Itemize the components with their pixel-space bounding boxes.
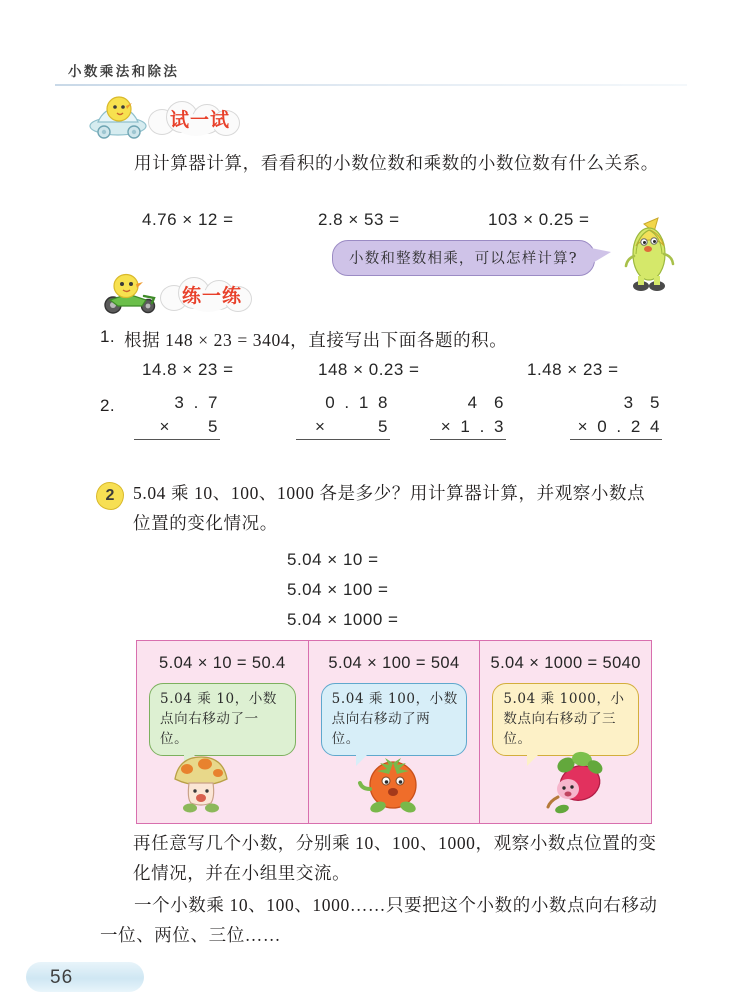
panel-times-1000 — [479, 641, 651, 823]
try-section-banner — [88, 96, 288, 142]
try-instruction: 用计算器计算，看看积的小数位数和乘数的小数位数有什么关系。 — [134, 153, 659, 173]
panel-2-equation: 5.04 × 100 = 504 — [328, 654, 460, 672]
page-number-pill — [26, 962, 144, 992]
practice-banner-cloud — [158, 274, 266, 314]
vertical-problem-3-top: 4 6 — [467, 393, 506, 412]
practice-banner-label: 练一练 — [181, 284, 242, 307]
try-expression-3: 103 × 0.25 = — [488, 210, 590, 229]
panel-1-equation: 5.04 × 10 = 50.4 — [159, 654, 286, 672]
vertical-problem-4 — [570, 393, 662, 440]
vertical-problem-4-bottom: × 0 . 2 4 — [570, 417, 662, 440]
try-expression-2: 2.8 × 53 = — [318, 210, 400, 229]
panel-2-bubble: 5.04 乘 100，小数点向右移动了两位。 — [321, 683, 468, 756]
lesson2-expression-3: 5.04 × 1000 = — [287, 610, 399, 629]
vertical-problem-1 — [134, 393, 220, 440]
practice-item1-expression-1: 14.8 × 23 = — [142, 360, 234, 379]
practice-section-banner — [100, 272, 300, 318]
practice-item1-expression-3: 1.48 × 23 = — [527, 360, 619, 379]
vertical-problem-2 — [296, 393, 390, 440]
practice-item2-number: 2. — [100, 396, 115, 415]
try-expression-1: 4.76 × 12 = — [142, 210, 234, 229]
vertical-problem-1-top: 3 . 7 — [174, 393, 220, 412]
mushroom-character-icon — [165, 745, 237, 817]
practice-item1-expression-2: 148 × 0.23 = — [318, 360, 420, 379]
vertical-problem-2-bottom: × 5 — [296, 417, 390, 440]
radish-character-icon — [538, 745, 610, 817]
panel-3-equation: 5.04 × 1000 = 5040 — [490, 654, 641, 672]
vertical-problem-3 — [430, 393, 506, 440]
lesson2-text: 5.04 乘 10、100、1000 各是多少？用计算器计算，并观察小数点位置的变化情况。 — [133, 483, 646, 533]
corn-character-icon — [624, 216, 680, 300]
vertical-problem-1-bottom: × 5 — [134, 417, 220, 440]
lesson2-paragraph-2: 一个小数乘 10、100、1000……只要把这个小数的小数点向右移动一位、两位、三位…… — [100, 895, 658, 945]
marker-number: 2 — [105, 487, 115, 504]
vertical-problem-4-top: 3 5 — [623, 393, 662, 412]
panel-times-100 — [308, 641, 480, 823]
header-rule — [55, 84, 687, 86]
try-banner-cloud — [146, 98, 254, 138]
lesson2-paragraph-1: 再任意写几个小数，分别乘 10、100、1000，观察小数点位置的变化情况，并在小组里交流。 — [133, 833, 657, 883]
lesson2-expression-2: 5.04 × 100 = — [287, 580, 389, 599]
page-number: 56 — [50, 967, 74, 988]
tomato-character-icon — [357, 745, 429, 817]
vertical-problem-2-top: 0 . 1 8 — [325, 393, 390, 412]
vertical-problem-3-bottom: × 1 . 3 — [430, 417, 506, 440]
practice-item1-text: 根据 148 × 23 = 3404，直接写出下面各题的积。 — [124, 330, 508, 350]
yellow-flower-marker-icon — [96, 482, 124, 510]
try-question-bubble: 小数和整数相乘，可以怎样计算? — [332, 240, 595, 276]
chick-on-motorcycle-icon — [100, 272, 162, 314]
panel-1-bubble: 5.04 乘 10，小数点向右移动了一位。 — [149, 683, 296, 756]
try-banner-label: 试一试 — [169, 108, 230, 131]
running-head: 小数乘法和除法 — [68, 64, 180, 79]
lesson2-illustration-box — [136, 640, 652, 824]
panel-3-bubble: 5.04 乘 1000，小数点向右移动了三位。 — [492, 683, 639, 756]
practice-item1-number: 1. — [100, 327, 115, 346]
panel-times-10 — [137, 641, 308, 823]
chick-in-car-icon — [88, 96, 150, 138]
lesson2-expression-1: 5.04 × 10 = — [287, 550, 379, 569]
